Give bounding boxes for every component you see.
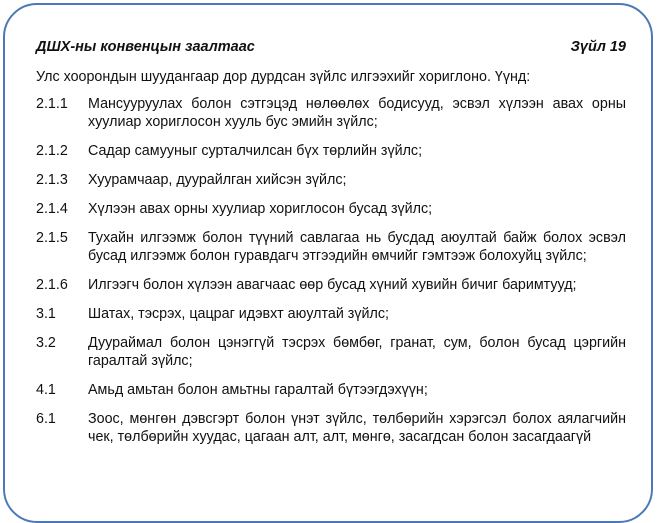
list-item (36, 305, 626, 323)
item-text: Шатах, тэсрэх, цацраг идэвхт аюултай зүйлс; (88, 306, 389, 322)
item-text: Тухайн илгээмж болон түүний савлагаа нь бусдад аюултай байж болох эсвэл бусад илгээмж болон гуравдагч этгээдийн өмчийг гэмтээж болохуйц зүйлс; (88, 230, 626, 264)
item-text: Амьд амьтан болон амьтны гаралтай бүтээгдэхүүн; (88, 382, 428, 398)
document-title: ДШХ-ны конвенцын заалтаас (36, 39, 255, 55)
item-text: Мансууруулах болон сэтгэцэд нөлөөлөх бодисууд, эсвэл хүлээн авах орны хуулиар хориглосон хууль бус эмийн зүйлс; (88, 96, 626, 130)
intro-paragraph: Улс хоорондын шуудангаар дор дурдсан зүйлс илгээхийг хориглоно. Үүнд: (36, 69, 531, 85)
item-number: 2.1.5 (36, 230, 68, 246)
item-text: Зоос, мөнгөн дэвсгэрт болон үнэт зүйлс, төлбөрийн хэрэгсэл болох аялагчийн чек, төлбөрийн хуудас, цагаан алт, алт, мөнгө, засагдсан болон засагдаагүй (88, 411, 626, 445)
item-text: Хүлээн авах орны хуулиар хориглосон бусад зүйлс; (88, 201, 433, 217)
item-number: 2.1.1 (36, 96, 68, 112)
list-item (36, 171, 626, 189)
item-text: Дуураймал болон цэнэггүй тэсрэх бөмбөг, гранат, сум, болон бусад цэргийн гаралтай зүйлс; (88, 335, 626, 369)
item-number: 3.2 (36, 335, 56, 351)
item-text: Хуурамчаар, дуурайлган хийсэн зүйлс; (88, 172, 347, 188)
list-item (36, 381, 626, 399)
item-number: 6.1 (36, 411, 56, 427)
document-header (36, 38, 626, 56)
item-text: Илгээгч болон хүлээн авагчаас өөр бусад хүний хувийн бичиг баримтууд; (88, 277, 577, 293)
item-number: 2.1.3 (36, 172, 68, 188)
list-item (36, 95, 626, 131)
item-number: 3.1 (36, 306, 56, 322)
list-item (36, 200, 626, 218)
list-item (36, 334, 626, 370)
list-item (36, 276, 626, 294)
article-number: Зүйл 19 (570, 39, 626, 55)
list-item (36, 410, 626, 446)
item-text: Садар самууныг сурталчилсан бүх төрлийн зүйлс; (88, 143, 423, 159)
list-item (36, 142, 626, 160)
item-number: 2.1.4 (36, 201, 68, 217)
item-number: 2.1.6 (36, 277, 68, 293)
item-number: 4.1 (36, 382, 56, 398)
item-number: 2.1.2 (36, 143, 68, 159)
document-content (36, 38, 626, 457)
list-item (36, 229, 626, 265)
